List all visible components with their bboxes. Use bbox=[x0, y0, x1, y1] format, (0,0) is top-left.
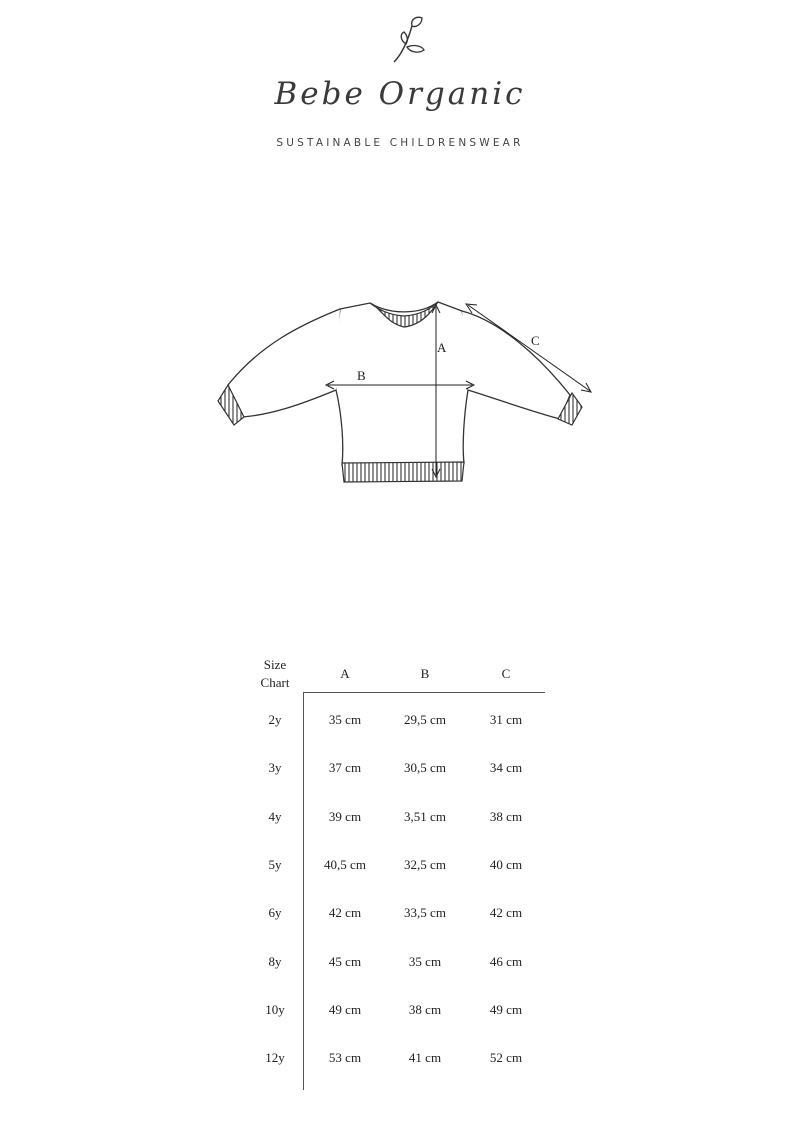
measure-cell-a: 49 cm bbox=[328, 1001, 362, 1017]
measure-cell-c: 49 cm bbox=[489, 1001, 523, 1017]
column-header-a: A bbox=[340, 666, 350, 681]
measure-cell-b: 41 cm bbox=[408, 1050, 442, 1066]
size-cell: 5y bbox=[268, 856, 282, 872]
size-chart-title-line1: Size bbox=[263, 657, 287, 672]
measure-cell-b: 38 cm bbox=[408, 1001, 442, 1017]
leaf-sprig-icon bbox=[388, 14, 434, 66]
label-a: A bbox=[437, 340, 447, 355]
measure-cell-b: 35 cm bbox=[408, 953, 442, 969]
size-cell: 8y bbox=[268, 953, 282, 969]
brand-tagline: SUSTAINABLE CHILDRENSWEAR bbox=[276, 137, 524, 149]
measure-cell-c: 42 cm bbox=[489, 905, 523, 921]
measure-cell-c: 38 cm bbox=[489, 808, 523, 824]
measure-cell-a: 45 cm bbox=[328, 953, 362, 969]
size-cell: 10y bbox=[265, 1001, 285, 1017]
size-chart-title bbox=[250, 656, 300, 692]
measure-cell-a: 37 cm bbox=[328, 760, 362, 776]
label-b: B bbox=[357, 368, 366, 383]
size-chart-title-line2: Chart bbox=[260, 675, 290, 690]
measure-cell-b: 33,5 cm bbox=[404, 905, 446, 921]
column-header-b: B bbox=[420, 666, 430, 681]
column-header-c: C bbox=[501, 666, 511, 681]
sweater-diagram bbox=[200, 285, 610, 495]
brand-name: Bebe Organic bbox=[274, 76, 526, 112]
measure-cell-a: 39 cm bbox=[328, 808, 362, 824]
measure-cell-b: 29,5 cm bbox=[404, 712, 446, 727]
measure-cell-a: 40,5 cm bbox=[324, 856, 366, 872]
measure-cell-b: 3,51 cm bbox=[404, 808, 446, 824]
size-cell: 3y bbox=[268, 760, 282, 776]
measure-cell-b: 30,5 cm bbox=[404, 760, 446, 776]
measure-cell-a: 35 cm bbox=[328, 712, 362, 727]
measure-cell-a: 42 cm bbox=[328, 905, 362, 921]
measure-cell-a: 53 cm bbox=[328, 1050, 362, 1066]
measure-cell-b: 32,5 cm bbox=[404, 856, 446, 872]
measure-cell-c: 52 cm bbox=[489, 1050, 523, 1066]
size-cell: 6y bbox=[268, 905, 282, 921]
measure-cell-c: 46 cm bbox=[489, 953, 523, 969]
label-c: C bbox=[531, 333, 540, 348]
column-divider bbox=[303, 692, 304, 1090]
measure-cell-c: 34 cm bbox=[489, 760, 523, 776]
header-divider bbox=[303, 692, 545, 693]
size-cell: 4y bbox=[268, 808, 282, 824]
measure-cell-c: 31 cm bbox=[489, 712, 523, 727]
size-cell: 12y bbox=[265, 1050, 285, 1066]
measure-cell-c: 40 cm bbox=[489, 856, 523, 872]
size-cell: 2y bbox=[268, 712, 282, 727]
